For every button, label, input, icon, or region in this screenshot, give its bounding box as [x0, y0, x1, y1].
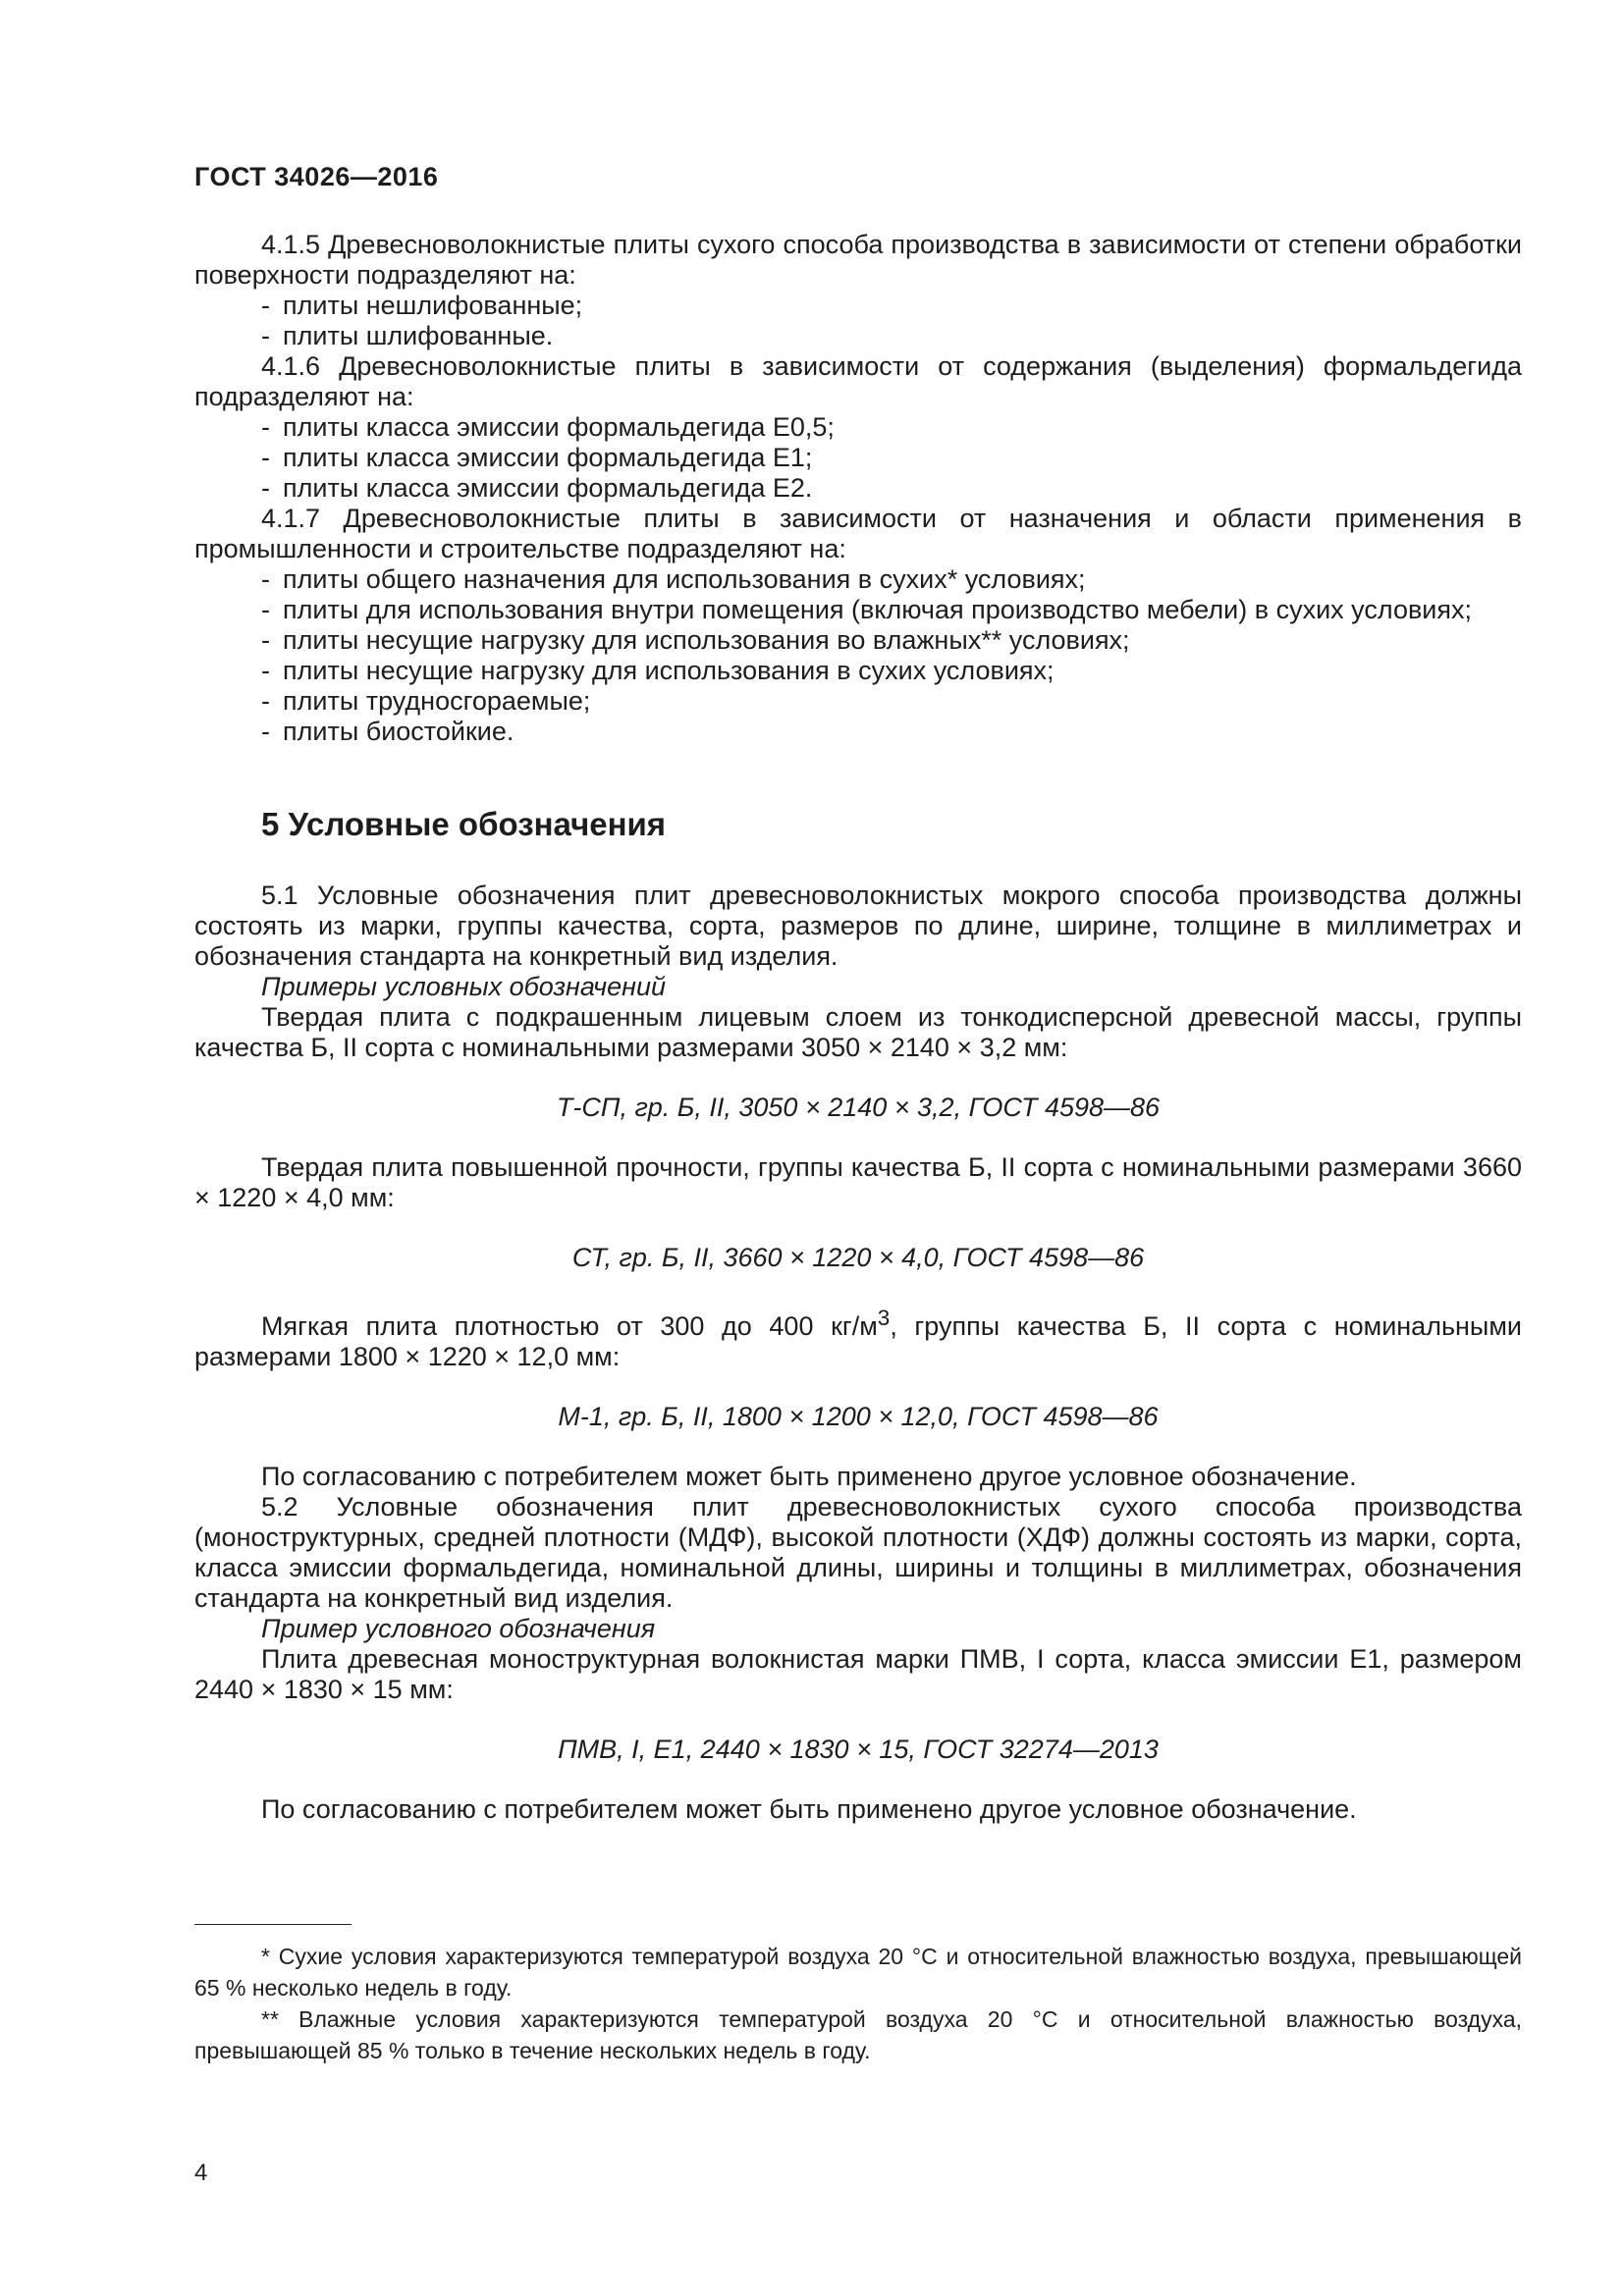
list-item: - плиты класса эмиссии формальдегида Е2.	[261, 473, 813, 503]
list-item: - плиты несущие нагрузку для использования во влажных** условиях;	[261, 625, 1130, 655]
document-header: ГОСТ 34026—2016	[194, 162, 439, 191]
agreement-note: По согласованию с потребителем может быть применено другое условное обозначение.	[261, 1462, 1357, 1491]
list-item: - плиты трудносгораемые;	[261, 686, 591, 716]
example-label: Пример условного обозначения	[261, 1614, 656, 1643]
examples-label: Примеры условных обозначений	[261, 972, 666, 1001]
agreement-note: По согласованию с потребителем может быть применено другое условное обозначение.	[261, 1794, 1357, 1824]
example-designation: ПМВ, I, Е1, 2440 × 1830 × 15, ГОСТ 32274—2013	[558, 1735, 1159, 1764]
list-item: - плиты общего назначения для использования в сухих* условиях;	[261, 564, 1086, 594]
example-designation: СТ, гр. Б, II, 3660 × 1220 × 4,0, ГОСТ 4598—86	[571, 1243, 1145, 1272]
section-title: 5 Условные обозначения	[261, 806, 667, 842]
list-item: - плиты несущие нагрузку для использования в сухих условиях;	[261, 656, 1055, 685]
footnote: * Сухие условия характеризуются температурой воздуха 20 °С и относительной влажностью воздуха, превышающей 65 % несколько недель в году.	[194, 1944, 1522, 2001]
clause-5-1: 5.1 Условные обозначения плит древесноволокнистых мокрого способа производства должны состоять из марки, группы качества, сорта, размеров по длине, ширине, толщине в миллиметрах и обозначения стандарта на конкретный вид изделия.	[194, 881, 1522, 971]
footnote-divider	[194, 1924, 352, 1925]
clause-5-2: 5.2 Условные обозначения плит древесноволокнистых сухого способа производства (моноструктурных, средней плотности (МДФ), высокой плотности (ХДФ) должны состоять из марки, сорта, класса эмиссии формальдегида, номинальной длины, ширины и толщины в миллиметрах, обозначения стандарта на конкретный вид изделия.	[194, 1492, 1522, 1613]
footnotes	[194, 1924, 1522, 2066]
page-number: 4	[194, 2160, 208, 2186]
example-text: Твердая плита с подкрашенным лицевым слоем из тонкодисперсной древесной массы, группы качества Б, II сорта с номинальными размерами 3050 × 2140 × 3,2 мм:	[194, 1002, 1522, 1062]
example-designation: М-1, гр. Б, II, 1800 × 1200 × 12,0, ГОСТ 4598—86	[558, 1402, 1159, 1431]
example-text: Мягкая плита плотностью от 300 до 400 $кг/м^3$, группы качества Б, II сорта с номинальными размерами 1800 × 1220 × 12,0 мм:	[194, 1306, 1522, 1371]
document-body	[194, 230, 1522, 1825]
clause-4-1-6: 4.1.6 Древесноволокнистые плиты в зависимости от содержания (выделения) формальдегида подразделяют на:	[194, 351, 1522, 411]
example-text: Твердая плита повышенной прочности, группы качества Б, II сорта с номинальными размерами 3660 × 1220 × 4,0 мм:	[194, 1152, 1522, 1212]
footnote: ** Влажные условия характеризуются температурой воздуха 20 °С и относительной влажностью воздуха, превышающей 85 % только в течение нескольких недель в году.	[194, 2006, 1522, 2063]
list-item: - плиты шлифованные.	[261, 321, 554, 350]
list-item: - плиты биостойкие.	[261, 717, 514, 746]
example-designation: Т-СП, гр. Б, II, 3050 × 2140 × 3,2, ГОСТ 4598—86	[556, 1093, 1161, 1122]
clause-4-1-5: 4.1.5 Древесноволокнистые плиты сухого способа производства в зависимости от степени обработки поверхности подразделяют на:	[194, 230, 1522, 290]
list-item: - плиты для использования внутри помещения (включая производство мебели) в сухих условиях;	[261, 595, 1473, 624]
list-item: - плиты класса эмиссии формальдегида Е0,5;	[261, 412, 835, 442]
list-item: - плиты нешлифованные;	[261, 291, 583, 320]
clause-4-1-7: 4.1.7 Древесноволокнистые плиты в зависимости от назначения и области применения в промышленности и строительстве подразделяют на:	[194, 504, 1522, 563]
list-item: - плиты класса эмиссии формальдегида Е1;	[261, 443, 813, 472]
example-text: Плита древесная моноструктурная волокнистая марки ПМВ, I сорта, класса эмиссии Е1, размером 2440 × 1830 × 15 мм:	[194, 1644, 1522, 1704]
